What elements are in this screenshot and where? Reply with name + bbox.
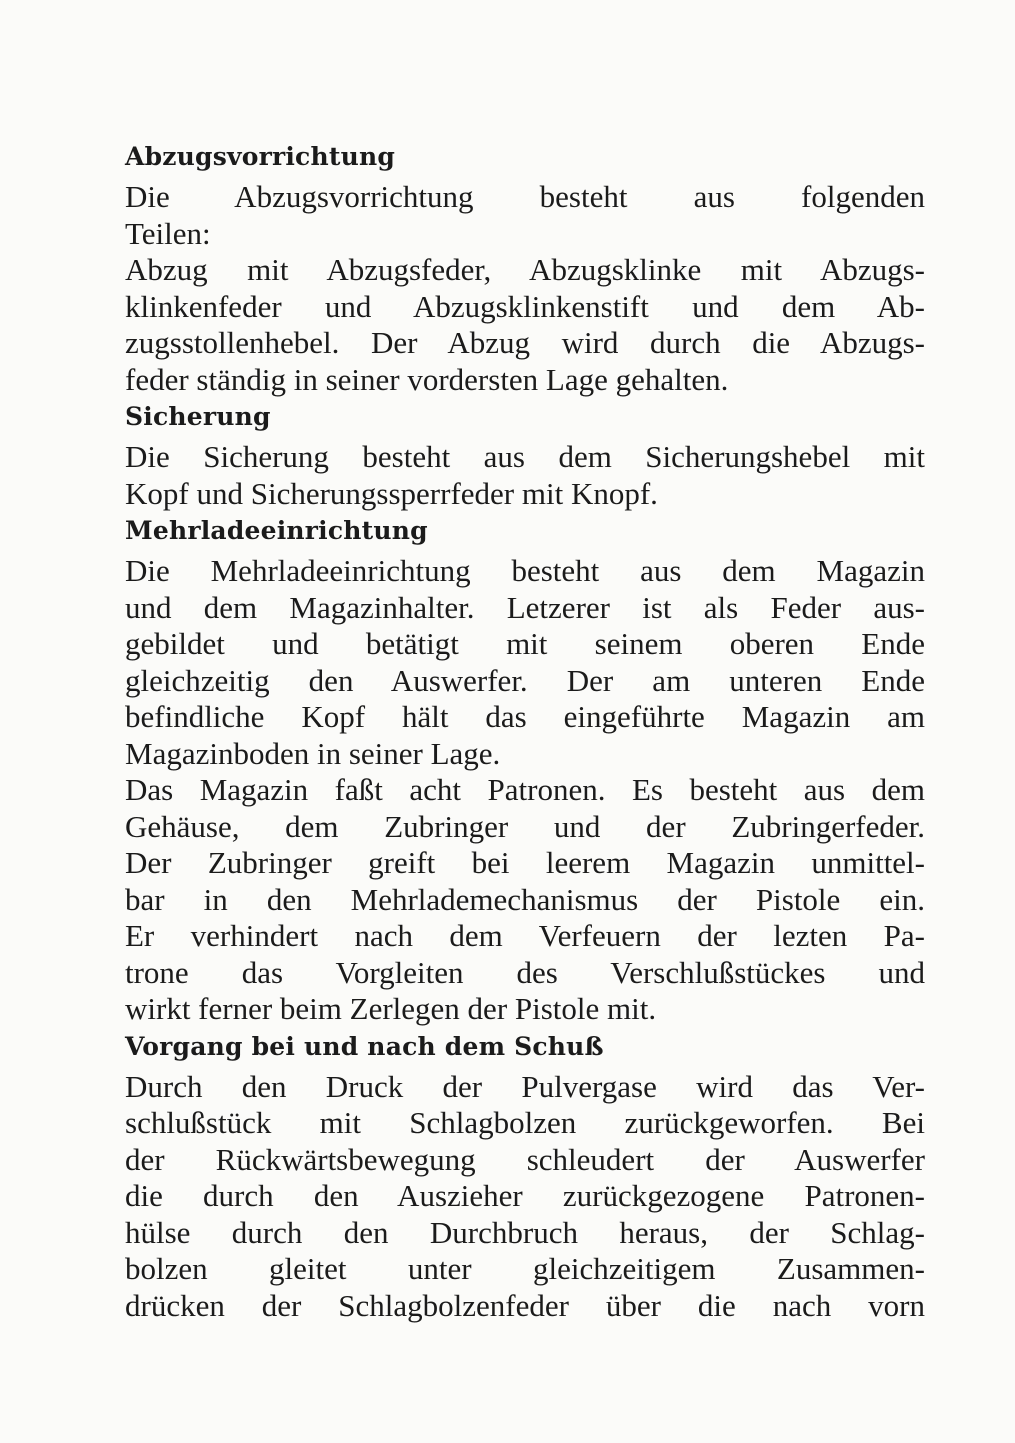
text-line: und dem Magazinhalter. Letzerer ist als Feder aus- xyxy=(125,589,925,625)
text-line: Die Abzugsvorrichtung besteht aus folgenden xyxy=(125,179,925,214)
text-line: klinkenfeder und Abzugsklinkenstift und dem Ab- xyxy=(125,288,925,324)
text-line: drücken der Schlagbolzenfeder über die nach vorn xyxy=(125,1287,925,1323)
text-line: bolzen gleitet unter gleichzeitigem Zusammen- xyxy=(125,1251,925,1286)
paragraph xyxy=(125,1069,925,1325)
section-abzugsvorrichtung xyxy=(125,138,925,398)
text-line: schlußstück mit Schlagbolzen zurückgeworfen. Bei xyxy=(125,1105,925,1140)
section-vorgang-schuss xyxy=(125,1028,925,1325)
text-line: bar in den Mehrlademechanismus der Pistole ein. xyxy=(125,881,925,917)
section-heading: Mehrladeeinrichtung xyxy=(125,516,428,545)
text-line: Gehäuse, dem Zubringer und der Zubringerfeder. xyxy=(125,808,925,844)
paragraph xyxy=(125,553,925,772)
paragraph xyxy=(125,179,925,398)
text-line: Die Mehrladeeinrichtung besteht aus dem Magazin xyxy=(125,553,925,588)
text-line: gleichzeitig den Auswerfer. Der am unteren Ende xyxy=(125,662,925,698)
text-line: Das Magazin faßt acht Patronen. Es besteht aus dem xyxy=(125,772,925,807)
text-line: feder ständig in seiner vordersten Lage gehalten. xyxy=(125,361,729,397)
section-mehrladeeinrichtung xyxy=(125,512,925,1028)
text-line: Kopf und Sicherungssperrfeder mit Knopf. xyxy=(125,475,658,511)
text-line: Die Sicherung besteht aus dem Sicherungshebel mit xyxy=(125,439,925,474)
document-page xyxy=(125,138,925,1324)
paragraph xyxy=(125,439,925,512)
section-heading: Vorgang bei und nach dem Schuß xyxy=(125,1031,604,1061)
text-line: Teilen: xyxy=(125,215,211,251)
text-line: Er verhindert nach dem Verfeuern der lezten Pa- xyxy=(125,918,925,953)
paragraph xyxy=(125,772,925,1028)
text-line: gebildet und betätigt mit seinem oberen Ende xyxy=(125,626,925,661)
text-line: wirkt ferner beim Zerlegen der Pistole mit. xyxy=(125,991,657,1026)
section-sicherung xyxy=(125,398,925,512)
text-line: zugsstollenhebel. Der Abzug wird durch die Abzugs- xyxy=(125,325,925,360)
text-line: der Rückwärtsbewegung schleudert der Auswerfer xyxy=(125,1141,925,1177)
text-line: Abzug mit Abzugsfeder, Abzugsklinke mit Abzugs- xyxy=(125,252,925,287)
text-line: hülse durch den Durchbruch heraus, der Schlag- xyxy=(125,1214,925,1250)
section-heading: Abzugsvorrichtung xyxy=(125,142,396,171)
text-line: Der Zubringer greift bei leerem Magazin unmittel- xyxy=(125,845,925,880)
section-heading: Sicherung xyxy=(125,402,271,431)
text-line: trone das Vorgleiten des Verschlußstückes und xyxy=(125,954,925,990)
text-line: Magazinboden in seiner Lage. xyxy=(125,735,501,771)
text-line: Durch den Druck der Pulvergase wird das Ver- xyxy=(125,1068,925,1104)
text-line: die durch den Auszieher zurückgezogene Patronen- xyxy=(125,1178,925,1213)
text-line: befindliche Kopf hält das eingeführte Magazin am xyxy=(125,699,925,734)
